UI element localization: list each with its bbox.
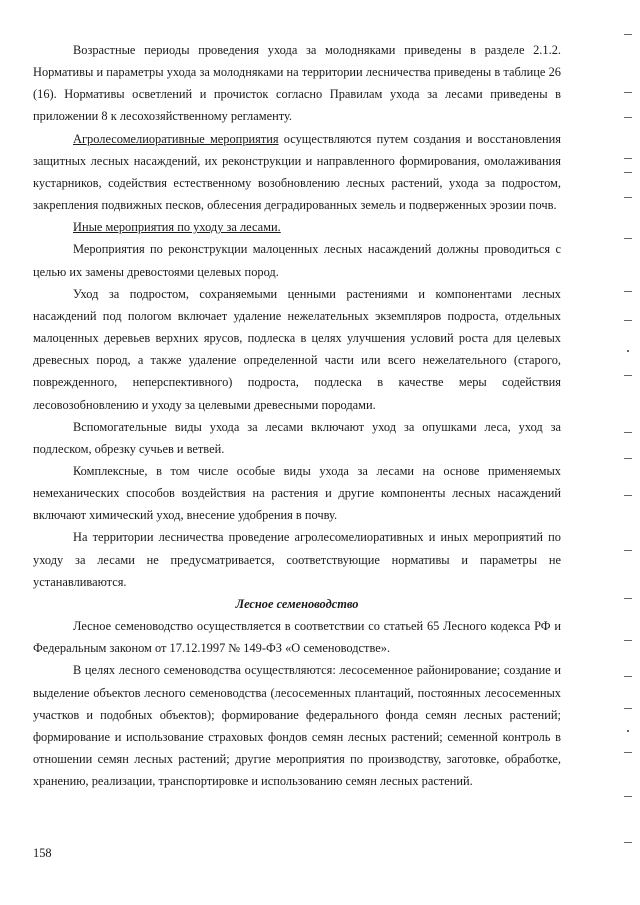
- paragraph-youth-care-periods: Возрастные периоды проведения ухода за молодняками приведены в разделе 2.1.2. Нормативы и параметры ухода за молодняками на территории лесничества приведены в таблице 26 (16). Нормативы осветлений и прочисток согласно Правилам ухода за лесами приведены в приложении 8 к лесохозяйственному регламенту.: [33, 43, 561, 124]
- paragraph-agroforestry: [33, 128, 561, 217]
- agroforestry-rest: осуществляются путем создания и восстановления защитных лесных насаждений, их реконструкции и направленного формирования, омолаживания кустарников, содействия естественному возобновлению лесных растений, ухода за подростом, закрепления подвижных песков, облесения деградированных земель и подверженных эрозии почв.: [33, 131, 561, 213]
- section-heading-seed-production: Лесное семеноводство: [235, 596, 359, 611]
- paragraph-auxiliary-care: Вспомогательные виды ухода за лесами включают уход за опушками леса, уход за подлеском, обрезку сучьев и ветвей.: [33, 419, 561, 456]
- paragraph-not-planned: На территории лесничества проведение агролесомелиоративных и иных мероприятий по уходу за лесами не предусматривается, соответствующие нормативы и параметры не устанавливаются.: [33, 530, 561, 589]
- page-number: 158: [33, 846, 52, 860]
- paragraph-reconstruction: Мероприятия по реконструкции малоценных лесных насаждений должны проводиться с целью их замены древостоями целевых пород.: [33, 242, 561, 279]
- binding-edge-marks: [618, 0, 640, 905]
- paragraph-complex-care: Комплексные, в том числе особые виды ухода за лесами на основе применяемых немеханических способов воздействия на растения и другие компоненты лесных насаждений включают химический уход, внесение удобрения в почву.: [33, 463, 561, 523]
- body-text: [33, 39, 561, 792]
- paragraph-seed-activities: В целях лесного семеноводства осуществляются: лесосеменное районирование; создание и выделение объектов лесного семеноводства (лесосеменных плантаций, постоянных лесосеменных участков и подобных объектов); формирование федерального фонда семян лесных растений; формирование и использование страховых фондов семян лесных растений; семенной контроль в отношении семян лесных растений; другие мероприятия по производству, заготовке, обработке, хранению, реализации, транспортировке и использованию семян лесных растений.: [33, 663, 561, 789]
- other-measures-title: Иные мероприятия по уходу за лесами.: [73, 220, 281, 235]
- agroforestry-lead: Агролесомелиоративные мероприятия: [73, 131, 279, 146]
- paragraph-undergrowth-care: Уход за подростом, сохраняемыми ценными растениями и компонентами лесных насаждений под пологом включает удаление нежелательных экземпляров подроста, отдельных малоценных деревьев верхних ярусов, подлеска в целях улучшения условий роста для целевых древесных пород, а также удаление определенной части или всего нежелательного (старого, поврежденного, неперспективного) подроста, подлеска в качестве меры содействия лесовозобновлению и уходу за целевыми древесными породами.: [33, 286, 561, 412]
- paragraph-seed-law: Лесное семеноводство осуществляется в соответствии со статьей 65 Лесного кодекса РФ и Федеральным законом от 17.12.1997 № 149-ФЗ «О семеноводстве».: [33, 619, 561, 656]
- paragraph-other-measures: [33, 216, 561, 238]
